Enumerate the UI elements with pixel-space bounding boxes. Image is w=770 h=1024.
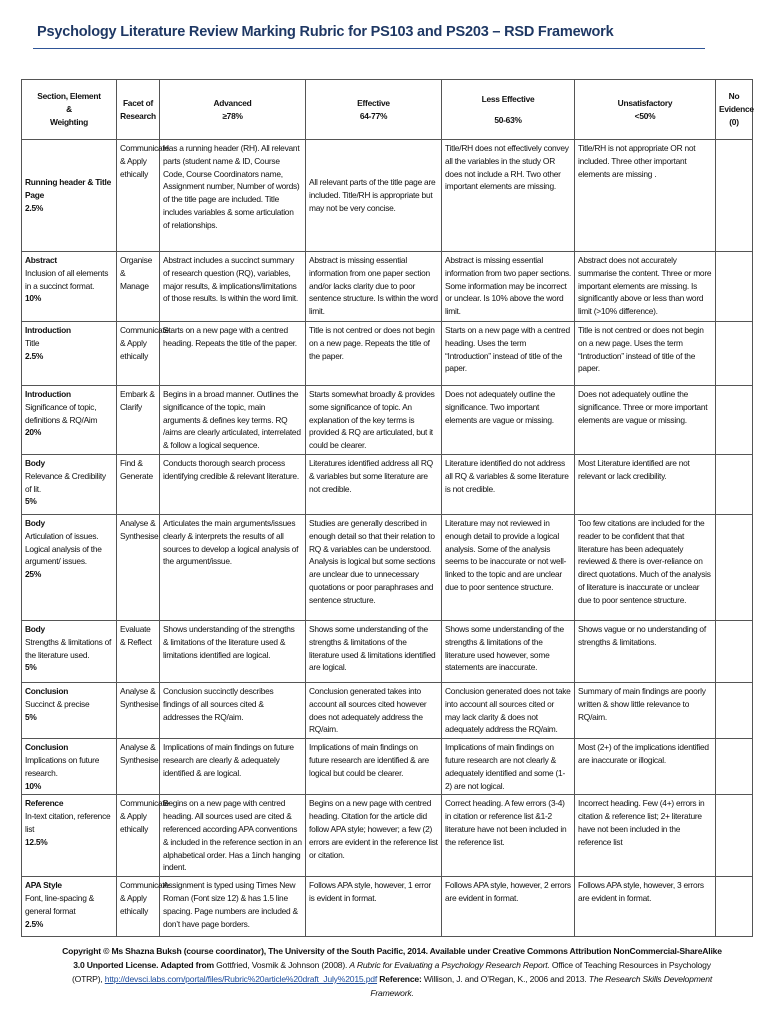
less-effective-cell: Shows some understanding of the strengths & limitations of the literature used however, some statements are inaccurate. — [442, 620, 575, 682]
advanced-cell: Shows understanding of the strengths & limitations of the literature used & limitations identified are logical. — [160, 620, 306, 682]
section-cell — [22, 620, 117, 682]
section-name: Running header & Title Page — [25, 177, 112, 201]
section-description: Strengths & limitations of the literature used. — [25, 636, 112, 660]
facet-cell: Evaluate & Reflect — [117, 620, 160, 682]
header-section-line: Weighting — [49, 116, 89, 127]
adapted-text: Gottfried, Vosmik & Johnson (2008). — [216, 960, 348, 970]
table-row — [22, 682, 753, 738]
less-effective-cell: Starts on a new page with a centred heading. Uses the term “Introduction” instead of title of the paper. — [442, 322, 575, 386]
unsatisfactory-cell: Does not adequately outline the significance. Three or more important elements are vague or missing. — [575, 386, 716, 455]
facet-cell: Embark & Clarify — [117, 386, 160, 455]
section-description: Font, line-spacing & general format — [25, 892, 95, 916]
section-name: Body — [25, 517, 45, 528]
advanced-cell: Assignment is typed using Times New Roman (Font size 12) & has 1.5 line spacing. Page numbers are included & don’t have page borders. — [160, 877, 306, 937]
effective-cell: Conclusion generated takes into account all sources cited however does not adequately address the RQ/aim. — [306, 682, 442, 738]
section-cell — [22, 140, 117, 252]
section-weight: 2.5% — [25, 918, 44, 929]
table-row — [22, 386, 753, 455]
header-advanced-label: Advanced — [213, 97, 252, 108]
effective-cell: Title is not centred or does not begin on a new page. Repeats the title of the paper. — [306, 322, 442, 386]
table-row — [22, 322, 753, 386]
less-effective-cell: Implications of main findings on future research are not clearly & adequately identified and some (1-2) are not logical. — [442, 739, 575, 795]
rubric-body — [22, 140, 753, 937]
no-evidence-cell — [716, 140, 753, 252]
unsatisfactory-cell: Most (2+) of the implications identified are inaccurate or illogical. — [575, 739, 716, 795]
footer — [62, 944, 722, 1000]
page-title: Psychology Literature Review Marking Rubric for PS103 and PS203 – RSD Framework — [37, 24, 614, 40]
unsatisfactory-cell: Summary of main findings are poorly written & show little relevance to RQ/aim. — [575, 682, 716, 738]
header-advanced-range: ≥78% — [222, 110, 243, 121]
header-unsat-label: Unsatisfactory — [617, 97, 673, 108]
section-cell — [22, 739, 117, 795]
unsatisfactory-cell: Title is not centred or does not begin on a new page. Uses the term “Introduction” instead of title of the paper. — [575, 322, 716, 386]
less-effective-cell: Follows APA style, however, 2 errors are evident in format. — [442, 877, 575, 937]
facet-cell: Communicate & Apply ethically — [117, 140, 160, 252]
section-name: APA Style — [25, 880, 62, 891]
adapted-title: A Rubric for Evaluating a Psychology Research Report. — [349, 960, 550, 970]
unsatisfactory-cell: Incorrect heading. Few (4+) errors in citation & reference list; 2+ literature have not been included in the reference list — [575, 795, 716, 877]
advanced-cell: Begins in a broad manner. Outlines the significance of the topic, main arguments & defines key terms. RQ /aims are clearly articulated, interrelated & follow a logical sequence. — [160, 386, 306, 455]
header-facet-line: Research — [120, 110, 156, 121]
unsatisfactory-cell: Most Literature identified are not relevant or lack credibility. — [575, 454, 716, 514]
section-description: In-text citation, reference list — [25, 811, 111, 834]
less-effective-cell: Literature identified do not address all RQ & variables & some literature is not credible. — [442, 454, 575, 514]
header-less-effective — [442, 80, 575, 140]
facet-cell: Find & Generate — [117, 454, 160, 514]
no-evidence-cell — [716, 252, 753, 322]
unsatisfactory-cell: Title/RH is not appropriate OR not included. Three other important elements are missing . — [575, 140, 716, 252]
header-section-line: Section, Element — [37, 91, 101, 102]
section-description: Succinct & precise — [25, 698, 90, 709]
section-weight: 12.5% — [25, 836, 48, 847]
advanced-cell: Has a running header (RH). All relevant parts (student name & ID, Course Code, Course Coordinators name, Assignment number, Number of words) of the title page are included. Title includes variables & some articulation of relationships. — [160, 140, 306, 252]
section-name: Body — [25, 623, 45, 634]
table-row — [22, 620, 753, 682]
header-facet-line: Facet of — [122, 97, 154, 108]
section-cell — [22, 386, 117, 455]
header-spacer — [445, 106, 571, 114]
effective-cell: Implications of main findings on future research are identified & are logical but could be clearer. — [306, 739, 442, 795]
less-effective-cell: Does not adequately outline the significance. Two important elements are vague or missing. — [442, 386, 575, 455]
header-noev-line: (0) — [729, 116, 739, 127]
no-evidence-cell — [716, 514, 753, 620]
section-name: Introduction — [25, 389, 71, 399]
less-effective-cell: Literature may not reviewed in enough detail to provide a logical analysis. Some of the analysis seems to be inaccurate or not well-linked to the topic and are unclear due to poor sentence structure. — [442, 514, 575, 620]
table-row — [22, 514, 753, 620]
section-weight: 5% — [25, 662, 37, 673]
header-less-range: 50-63% — [494, 114, 522, 125]
facet-cell: Analyse & Synthesise — [117, 739, 160, 795]
less-effective-cell: Title/RH does not effectively convey all the variables in the study OR does not include a RH. Two other important elements are missing. — [442, 140, 575, 252]
facet-cell: Communicate & Apply ethically — [117, 795, 160, 877]
unsatisfactory-cell: Abstract does not accurately summarise the content. Three or more important elements are missing. Is significantly above or less than word limit (>10% difference). — [575, 252, 716, 322]
advanced-cell: Articulates the main arguments/issues clearly & interprets the results of all sources to develop a logical analysis of the argument/issue. — [160, 514, 306, 620]
facet-cell: Analyse & Synthesise — [117, 514, 160, 620]
no-evidence-cell — [716, 454, 753, 514]
header-facet — [117, 80, 160, 140]
header-effective-range: 64-77% — [359, 110, 388, 121]
header-no-evidence — [716, 80, 753, 140]
section-cell — [22, 252, 117, 322]
table-row — [22, 252, 753, 322]
less-effective-cell: Correct heading. A few errors (3-4) in citation or reference list &1-2 literature have not been included in the reference list. — [442, 795, 575, 877]
section-weight: 2.5% — [25, 202, 44, 213]
header-section-line: & — [66, 104, 72, 115]
effective-cell: Starts somewhat broadly & provides some significance of topic. An explanation of the key terms is provided & RQ are articulated, but it could be clearer. — [306, 386, 442, 455]
no-evidence-cell — [716, 386, 753, 455]
header-effective — [306, 80, 442, 140]
facet-cell: Communicate & Apply ethically — [117, 877, 160, 937]
section-name: Body — [25, 457, 45, 468]
section-weight: 10% — [25, 780, 42, 791]
section-cell — [22, 877, 117, 937]
advanced-cell: Conclusion succinctly describes findings of all sources cited & addresses the RQ/aim. — [160, 682, 306, 738]
table-row — [22, 739, 753, 795]
header-unsatisfactory — [575, 80, 716, 140]
effective-cell: Begins on a new page with centred heading. Citation for the article did follow APA style; however; a few (2) errors are evident in the reference list or citation. — [306, 795, 442, 877]
advanced-cell: Starts on a new page with a centred heading. Repeats the title of the paper. — [160, 322, 306, 386]
copyright-notice: Copyright © Ms Shazna Buksh (course coordinator), The University of the South Pacific, 2014. Available under Creative Commons Attribution NonCommercial-ShareAlike 3.0 Unported License. — [62, 946, 722, 970]
advanced-cell: Conducts thorough search process identifying credible & relevant literature. — [160, 454, 306, 514]
effective-cell: All relevant parts of the title page are included. Title/RH is appropriate but may not be very concise. — [306, 140, 442, 252]
advanced-cell: Abstract includes a succinct summary of research question (RQ), variables, major results, & implications/limitations of those results. Is within the word limit. — [160, 252, 306, 322]
advanced-cell: Implications of main findings on future research are clearly & adequately identified & are logical. — [160, 739, 306, 795]
reference-text: Willison, J. and O’Regan, K., 2006 and 2013. — [423, 974, 587, 984]
effective-cell: Literatures identified address all RQ & variables but some literature are not credible. — [306, 454, 442, 514]
section-weight: 20% — [25, 427, 42, 438]
table-row — [22, 454, 753, 514]
section-name: Conclusion — [25, 685, 69, 696]
no-evidence-cell — [716, 739, 753, 795]
section-name: Reference — [25, 798, 64, 809]
section-name: Abstract — [25, 255, 57, 265]
less-effective-cell: Conclusion generated does not take into account all sources cited or may lack clarity & does not adequately address the RQ/aim. — [442, 682, 575, 738]
header-unsat-range: <50% — [634, 110, 656, 121]
section-weight: 2.5% — [25, 350, 44, 361]
no-evidence-cell — [716, 877, 753, 937]
reference-title: The Research Skills Development Framework. — [370, 974, 713, 998]
reference-label: Reference: — [379, 974, 422, 984]
section-description: Relevance & Credibility of lit. — [25, 470, 106, 494]
header-less-label: Less Effective — [481, 93, 535, 104]
header-row — [22, 80, 753, 140]
header-noev-line: No — [728, 91, 740, 102]
no-evidence-cell — [716, 620, 753, 682]
section-cell — [22, 682, 117, 738]
section-weight: 5% — [25, 496, 37, 507]
section-name: Introduction — [25, 325, 71, 335]
facet-cell: Communicate & Apply ethically — [117, 322, 160, 386]
no-evidence-cell — [716, 322, 753, 386]
unsatisfactory-cell: Too few citations are included for the reader to be confident that that literature has been adequately reviewed & there is over-reliance on direct quotations. Much of the analysis of literature is inaccurate or unclear due to poor sentence structure. — [575, 514, 716, 620]
unsatisfactory-cell: Shows vague or no understanding of strengths & limitations. — [575, 620, 716, 682]
section-weight: 5% — [25, 711, 37, 722]
facet-cell: Analyse & Synthesise — [117, 682, 160, 738]
header-effective-label: Effective — [357, 97, 390, 108]
effective-cell: Studies are generally described in enough detail so that their relation to RQ & variables can be understood. Analysis is logical but some sections are unclear due to unnecessary quotations or poor paraphrases and sentence structure. — [306, 514, 442, 620]
section-cell — [22, 514, 117, 620]
header-section — [22, 80, 117, 140]
facet-cell: Organise & Manage — [117, 252, 160, 322]
no-evidence-cell — [716, 795, 753, 877]
section-description: Significance of topic, definitions & RQ/Aim — [25, 401, 98, 425]
section-description: Inclusion of all elements in a succinct format. — [25, 267, 109, 291]
section-description: Title — [25, 337, 40, 348]
effective-cell: Follows APA style, however, 1 error is evident in format. — [306, 877, 442, 937]
rubric-source-link[interactable]: http://devsci.labs.com/portal/files/Rubric%20article%20draft_July%2015.pdf — [104, 974, 378, 984]
effective-cell: Shows some understanding of the strengths & limitations of the literature used & limitations identified are logical. — [306, 620, 442, 682]
section-cell — [22, 795, 117, 877]
section-description: Articulation of issues. Logical analysis of the argument/ issues. — [25, 530, 102, 567]
section-weight: 25% — [25, 569, 42, 580]
section-weight: 10% — [25, 293, 42, 304]
rubric-table — [21, 79, 753, 937]
adapted-label: Adapted from — [160, 960, 214, 970]
unsatisfactory-cell: Follows APA style, however, 3 errors are evident in format. — [575, 877, 716, 937]
section-cell — [22, 322, 117, 386]
section-name: Conclusion — [25, 742, 69, 753]
table-row — [22, 140, 753, 252]
section-cell — [22, 454, 117, 514]
header-noev-line: Evidence — [719, 104, 754, 115]
no-evidence-cell — [716, 682, 753, 738]
title-divider — [33, 48, 705, 49]
section-description: Implications on future research. — [25, 754, 100, 778]
header-advanced — [160, 80, 306, 140]
advanced-cell: Begins on a new page with centred heading. All sources used are cited & referenced according APA conventions & included in the reference section in an alphabetical order. Has a 1inch hanging indent. — [160, 795, 306, 877]
effective-cell: Abstract is missing essential information from one paper section and/or lacks clarity due to poor sentence structure. Is within the word limit. — [306, 252, 442, 322]
table-row — [22, 795, 753, 877]
adapted-rest: Office of Teaching Resources in Psychology (OTRP), — [71, 960, 711, 984]
table-row — [22, 877, 753, 937]
less-effective-cell: Abstract is missing essential information from two paper sections. Some information may be incorrect or unclear. Is 10% above the word limit. — [442, 252, 575, 322]
